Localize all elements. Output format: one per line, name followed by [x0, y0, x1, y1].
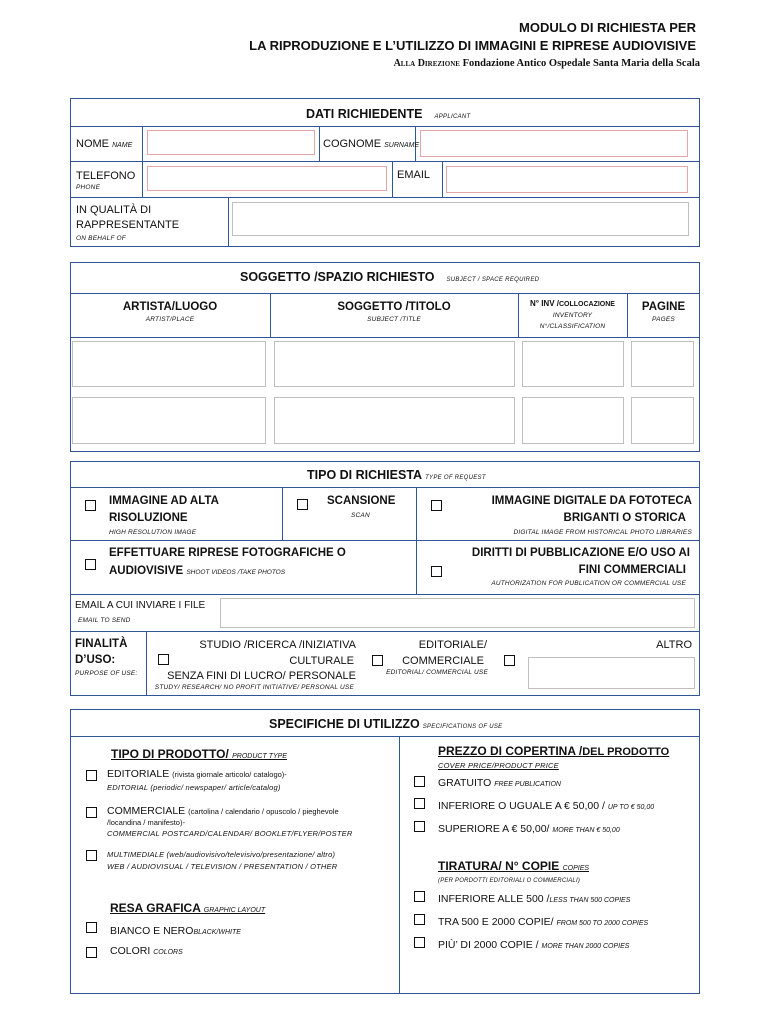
copies-500-2000-en: FROM 500 TO 2000 COPIES	[556, 920, 649, 927]
divider	[70, 594, 700, 595]
high-res-label-line1: IMMAGINE AD ALTA	[109, 495, 219, 507]
product-type-title-text: TIPO DI PRODOTTO/	[111, 747, 229, 761]
over-50-checkbox[interactable]	[414, 821, 425, 832]
rights-label-line1: DIRITTI DI PUBBLICAZIONE E/O USO AI	[471, 547, 690, 559]
divider	[70, 540, 700, 541]
inv-field-2[interactable]	[522, 397, 624, 444]
form-title-line2: LA RIPRODUZIONE E L’UTILIZZO DI IMMAGINI E RIPRESE AUDIOVISIVE	[249, 38, 696, 53]
bw-label	[110, 925, 241, 937]
inv-col-header-en2: N°/CLASSIFICATION	[539, 323, 606, 330]
scan-label: SCANSIONE	[327, 495, 396, 507]
color-label-text: COLORI	[110, 945, 151, 957]
request-title-en: TYPE OF REQUEST	[425, 475, 486, 481]
rights-label-en: AUTHORIZATION FOR PUBLICATION OR COMMERCIAL USE	[491, 580, 686, 587]
shoot-label-en: SHOOT VIDEOS /TAKE PHOTOS	[186, 569, 286, 576]
inv-col-header-text: N° INV /	[530, 299, 559, 308]
cover-price-title-b: DEL PRODOTTO	[582, 746, 670, 758]
copies-under-500-label	[438, 893, 630, 905]
divider	[70, 197, 700, 198]
inv-col-header-b: COLLOCAZIONE	[558, 301, 615, 308]
color-checkbox[interactable]	[86, 947, 97, 958]
purpose-label-line2: D’USO:	[75, 654, 116, 666]
nome-label-en: NAME	[112, 142, 133, 149]
artist-col-header-en: ARTIST/PLACE	[145, 316, 195, 323]
study-label-line1: STUDIO /RICERCA /INIZIATIVA	[199, 639, 356, 651]
divider	[142, 126, 143, 197]
copies-500-2000-checkbox[interactable]	[414, 914, 425, 925]
print-run-title-en: COPIES	[562, 865, 590, 872]
qualita-label-line2: RAPPRESENTANTE	[76, 219, 180, 231]
editorial-label-line1: EDITORIALE/	[418, 639, 487, 651]
editorial-product-text: EDITORIALE	[107, 768, 170, 780]
editorial-product-label	[107, 768, 287, 780]
under-50-label-en: UP TO € 50,00	[607, 804, 655, 811]
applicant-title-text: DATI RICHIEDENTE	[306, 107, 423, 121]
specs-title-text: SPECIFICHE DI UTILIZZO	[269, 717, 420, 731]
commercial-product-detail2: /locandina / manifesto)-	[107, 818, 185, 827]
under-50-checkbox[interactable]	[414, 798, 425, 809]
divider	[70, 487, 700, 488]
subject-field-1[interactable]	[274, 341, 515, 387]
pages-col-header: PAGINE	[641, 301, 686, 313]
shoot-checkbox[interactable]	[85, 559, 96, 570]
request-title-text: TIPO DI RICHIESTA	[307, 468, 423, 482]
nome-label-text: NOME	[76, 138, 109, 150]
under-50-label-text: INFERIORE O UGUALE A € 50,00 /	[438, 800, 605, 812]
subject-title	[240, 270, 539, 284]
color-label	[110, 945, 183, 957]
free-label	[438, 777, 561, 789]
qualita-label-en: ON BEHALF OF	[76, 235, 126, 242]
cognome-label-text: COGNOME	[323, 138, 382, 150]
divider	[70, 126, 700, 127]
commercial-product-en: COMMERCIAL POSTCARD/CALENDAR/ BOOKLET/FLYER/POSTER	[107, 829, 353, 838]
divider	[270, 293, 271, 337]
graphic-layout-title-text: RESA GRAFICA	[110, 901, 201, 915]
copies-over-2000-en: MORE THAN 2000 COPIES	[541, 943, 630, 950]
study-label-line2: CULTURALE	[289, 655, 354, 667]
copies-over-2000-text: PIÙ’ DI 2000 COPIE /	[438, 939, 539, 951]
nome-field[interactable]	[147, 130, 315, 155]
product-type-title	[111, 747, 287, 761]
shoot-label-line2-text: AUDIOVISIVE	[109, 565, 184, 577]
scan-checkbox[interactable]	[297, 499, 308, 510]
commercial-product-label	[107, 805, 339, 817]
copies-over-2000-checkbox[interactable]	[414, 937, 425, 948]
graphic-layout-title-en: GRAPHIC LAYOUT	[203, 907, 266, 914]
multimedia-product-label: MULTIMEDIALE (web/audiovisivo/televisivo/presentazione/ altro)	[107, 850, 336, 859]
editorial-label-line2: COMMERCIALE	[402, 655, 484, 667]
shoot-label-line2	[109, 565, 285, 577]
send-email-label-en: EMAIL TO SEND	[78, 617, 131, 624]
print-run-note: (PER PORDOTTI EDITORIALI O COMMERCIALI)	[438, 878, 581, 884]
rappresentante-field[interactable]	[232, 202, 689, 236]
cover-price-title-en: COVER PRICE/PRODUCT PRICE	[438, 761, 559, 770]
purpose-label-line1: FINALITÀ	[75, 638, 128, 650]
bw-label-text: BIANCO E NERO	[110, 925, 194, 937]
divider	[392, 161, 393, 197]
specs-title-en: SPECIFICATIONS OF USE	[422, 724, 503, 730]
cognome-field[interactable]	[420, 130, 688, 157]
commercial-product-detail: (cartolina / calendario / opuscolo / pieghevole	[188, 807, 339, 816]
divider	[70, 293, 700, 294]
request-title	[307, 468, 486, 482]
photo-library-label-line1: IMMAGINE DIGITALE DA FOTOTECA	[491, 495, 692, 507]
copies-500-2000-label	[438, 916, 648, 928]
editorial-checkbox[interactable]	[372, 655, 383, 666]
divider	[399, 736, 400, 994]
photo-library-label-en: DIGITAL IMAGE FROM HISTORICAL PHOTO LIBRARIES	[513, 529, 692, 536]
scan-label-en: SCAN	[351, 512, 370, 519]
nome-label	[76, 138, 132, 150]
high-res-checkbox[interactable]	[85, 500, 96, 511]
purpose-label-en: PURPOSE OF USE:	[75, 670, 138, 677]
cognome-label	[323, 138, 419, 150]
artist-field-1[interactable]	[72, 341, 266, 387]
other-checkbox[interactable]	[504, 655, 515, 666]
specs-title	[269, 717, 502, 731]
over-50-label	[438, 823, 620, 835]
over-50-label-text: SUPERIORE A € 50,00/	[438, 823, 550, 835]
subject-title-en: SUBJECT / SPACE REQUIRED	[446, 277, 540, 283]
pages-field-1[interactable]	[631, 341, 694, 387]
inv-col-header	[518, 299, 627, 308]
addressee-name: Fondazione Antico Ospedale Santa Maria della Scala	[462, 58, 700, 69]
editorial-product-en: EDITORIAL (periodic/ newspaper/ article/catalog)	[107, 783, 281, 792]
cognome-label-en: SURNAME	[384, 142, 420, 149]
other-field[interactable]	[528, 657, 695, 689]
print-run-title-text: TIRATURA/ N° COPIE	[438, 859, 560, 873]
high-res-label-en: HIGH RESOLUTION IMAGE	[109, 529, 197, 536]
multimedia-product-checkbox[interactable]	[86, 850, 97, 861]
product-type-title-en: PRODUCT TYPE	[232, 753, 287, 760]
addressee-prefix: Alla Direzione	[393, 58, 460, 69]
divider	[442, 161, 443, 197]
copies-under-500-text: INFERIORE ALLE 500 /	[438, 893, 550, 905]
subject-col-header-en: SUBJECT /TITLE	[367, 316, 421, 323]
shoot-label-line1: EFFETTUARE RIPRESE FOTOGRAFICHE O	[109, 547, 346, 559]
editorial-product-checkbox[interactable]	[86, 770, 97, 781]
copies-500-2000-text: TRA 500 E 2000 COPIE/	[438, 916, 554, 928]
form-title-line1: MODULO DI RICHIESTA PER	[519, 20, 696, 35]
other-label: ALTRO	[656, 639, 692, 651]
color-label-en: COLORS	[153, 949, 183, 956]
copies-over-2000-label	[438, 939, 629, 951]
pages-col-header-en: PAGES	[652, 316, 675, 323]
divider	[228, 197, 229, 247]
subject-title-text: SOGGETTO /SPAZIO RICHIESTO	[240, 270, 435, 284]
rights-checkbox[interactable]	[431, 566, 442, 577]
print-run-title	[438, 859, 589, 873]
rights-label-line2: FINI COMMERCIALI	[578, 564, 686, 576]
bw-checkbox[interactable]	[86, 922, 97, 933]
subject-field-2[interactable]	[274, 397, 515, 444]
applicant-title-en: APPLICANT	[434, 114, 471, 120]
send-email-label: EMAIL A CUI INVIARE I FILE	[75, 600, 206, 611]
over-50-label-en: MORE THAN € 50,00	[552, 827, 620, 834]
cover-price-title	[438, 744, 669, 758]
artist-col-header: ARTISTA/LUOGO	[122, 301, 218, 313]
telefono-field[interactable]	[147, 166, 387, 191]
divider	[70, 161, 700, 162]
study-label-line3: SENZA FINI DI LUCRO/ PERSONALE	[167, 670, 356, 682]
applicant-title	[306, 107, 470, 121]
divider	[146, 631, 147, 696]
send-email-field[interactable]	[220, 598, 695, 628]
telefono-label: TELEFONO	[76, 170, 136, 182]
free-label-en: FREE PUBLICATION	[494, 781, 561, 788]
divider	[416, 487, 417, 594]
qualita-label-line1: IN QUALITÀ DI	[76, 204, 152, 216]
copies-under-500-checkbox[interactable]	[414, 891, 425, 902]
graphic-layout-title	[110, 901, 265, 915]
artist-field-2[interactable]	[72, 397, 266, 444]
editorial-product-detail: (rivista giornale articolo/ catalogo)-	[172, 770, 287, 779]
inv-col-header-en1: INVENTORY	[552, 312, 593, 319]
commercial-product-checkbox[interactable]	[86, 807, 97, 818]
telefono-label-en: PHONE	[76, 184, 101, 191]
subject-col-header: SOGGETTO /TITOLO	[337, 301, 451, 313]
addressee	[394, 58, 700, 69]
high-res-label-line2: RISOLUZIONE	[109, 512, 188, 524]
editorial-label-en: EDITORIAL/ COMMERCIAL USE	[386, 669, 488, 676]
photo-library-checkbox[interactable]	[431, 500, 442, 511]
divider	[70, 337, 700, 338]
under-50-label	[438, 800, 654, 812]
free-checkbox[interactable]	[414, 776, 425, 787]
email-field[interactable]	[446, 166, 688, 193]
study-label-en: STUDY/ RESEARCH/ NO PROFIT INITIATIVE/ PERSONAL USE	[154, 684, 354, 691]
inv-field-1[interactable]	[522, 341, 624, 387]
copies-under-500-en: LESS THAN 500 COPIES	[549, 897, 631, 904]
free-label-text: GRATUITO	[438, 777, 492, 789]
divider	[319, 126, 320, 161]
multimedia-product-en: WEB / AUDIOVISUAL / TELEVISION / PRESENTATION / OTHER	[107, 862, 338, 871]
divider	[70, 631, 700, 632]
commercial-product-text: COMMERCIALE	[107, 805, 186, 817]
divider	[282, 487, 283, 540]
pages-field-2[interactable]	[631, 397, 694, 444]
email-label: EMAIL	[397, 169, 431, 181]
study-checkbox[interactable]	[158, 654, 169, 665]
cover-price-title-text: PREZZO DI COPERTINA /	[438, 744, 583, 758]
photo-library-label-line2: BRIGANTI O STORICA	[563, 512, 686, 524]
divider	[70, 736, 700, 737]
divider	[627, 293, 628, 337]
bw-label-en: BLACK/WHITE	[193, 929, 241, 936]
